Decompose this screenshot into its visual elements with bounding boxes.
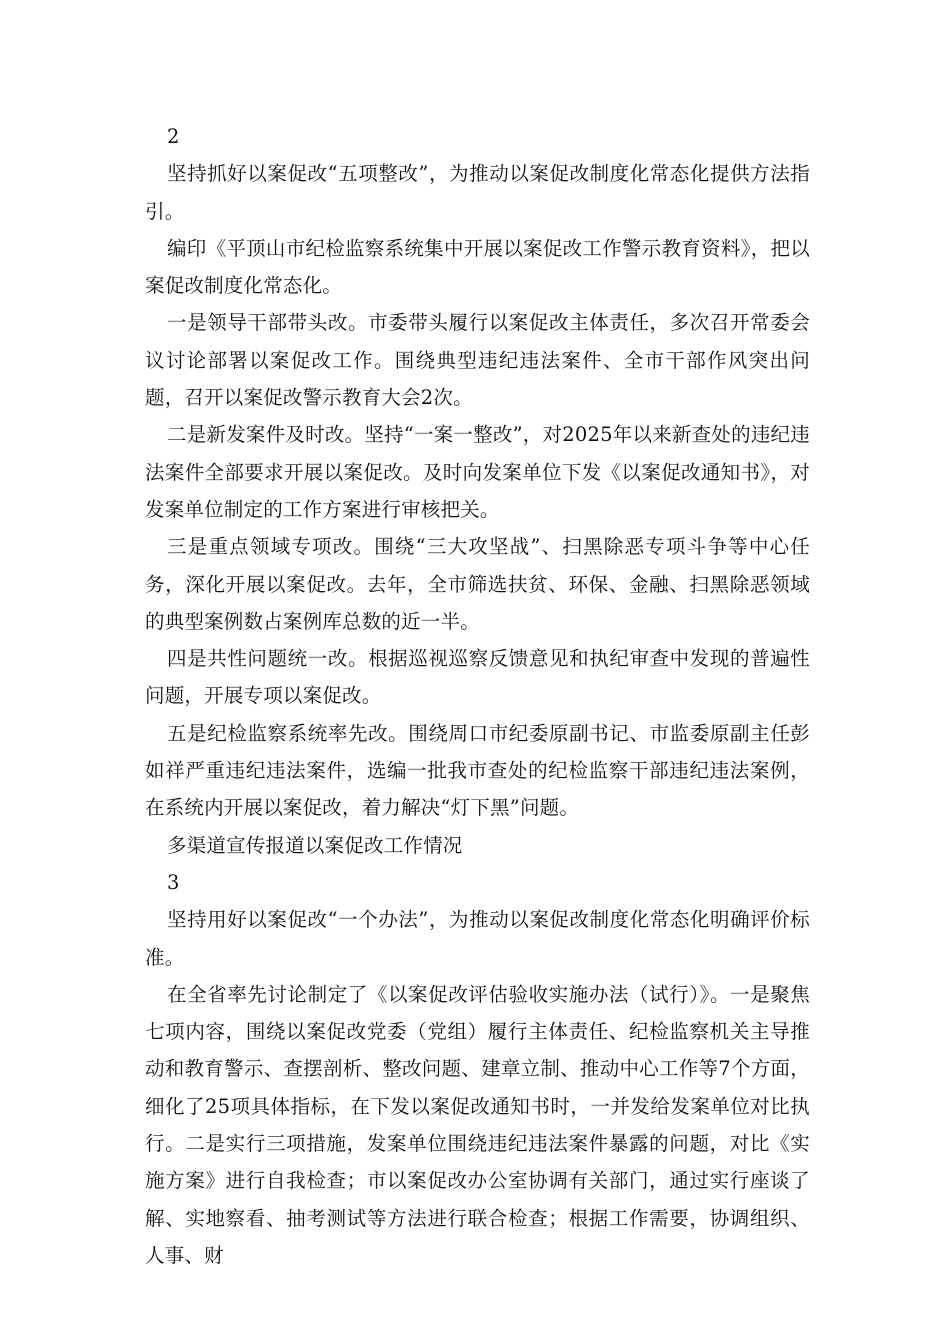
paragraph: 一是领导干部带头改。市委带头履行以案促改主体责任，多次召开常委会议讨论部署以案促改工作。围绕典型违纪违法案件、全市干部作风突出问题，召开以案促改警示教育大会2次。 — [145, 311, 810, 410]
paragraph: 四是共性问题统一改。根据巡视巡察反馈意见和执纪审查中发现的普遍性问题，开展专项以案促改。 — [145, 647, 810, 708]
document-body — [145, 118, 810, 1274]
subheading: 多渠道宣传报道以案促改工作情况 — [167, 833, 463, 857]
paragraph: 编印《平顶山市纪检监察系统集中开展以案促改工作警示教育资料》，把以案促改制度化常态化。 — [145, 236, 810, 298]
section-number: 3 — [167, 870, 180, 894]
section-number: 2 — [167, 125, 180, 148]
paragraph: 坚持抓好以案促改“五项整改”，为推动以案促改制度化常态化提供方法指引。 — [145, 162, 810, 223]
paragraph: 五是纪检监察系统率先改。围绕周口市纪委原副书记、市监委原副主任彭如祥严重违纪违法案件，选编一批我市查处的纪检监察干部违纪违法案例，在系统内开展以案促改，着力解决“灯下黑”问题。 — [145, 721, 810, 820]
paragraph: 三是重点领域专项改。围绕“三大攻坚战”、扫黑除恶专项斗争等中心任务，深化开展以案促改。去年，全市筛选扶贫、环保、金融、扫黑除恶领域的典型案例数占案例库总数的近一半。 — [145, 535, 810, 633]
paragraph: 二是新发案件及时改。坚持“一案一整改”，对2025年以来新查处的违纪违法案件全部要求开展以案促改。及时向发案单位下发《以案促改通知书》，对发案单位制定的工作方案进行审核把关。 — [145, 423, 810, 521]
paragraph: 坚持用好以案促改“一个办法”，为推动以案促改制度化常态化明确评价标准。 — [145, 908, 810, 969]
paragraph: 在全省率先讨论制定了《以案促改评估验收实施办法（试行）》。一是聚焦七项内容，围绕以案促改党委（党组）履行主体责任、纪检监察机关主导推动和教育警示、查摆剖析、整改问题、建章立制、推动中心工作等7个方面，细化了25项具体指标，在下发以案促改通知书时，一并发给发案单位对比执行。二是实行三项措施，发案单位围绕违纪违法案件暴露的问题，对比《实施方案》进行自我检查；市以案促改办公室协调有关部门，通过实行座谈了解、实地察看、抽考测试等方法进行联合检查；根据工作需要，协调组织、人事、财 — [145, 982, 810, 1267]
